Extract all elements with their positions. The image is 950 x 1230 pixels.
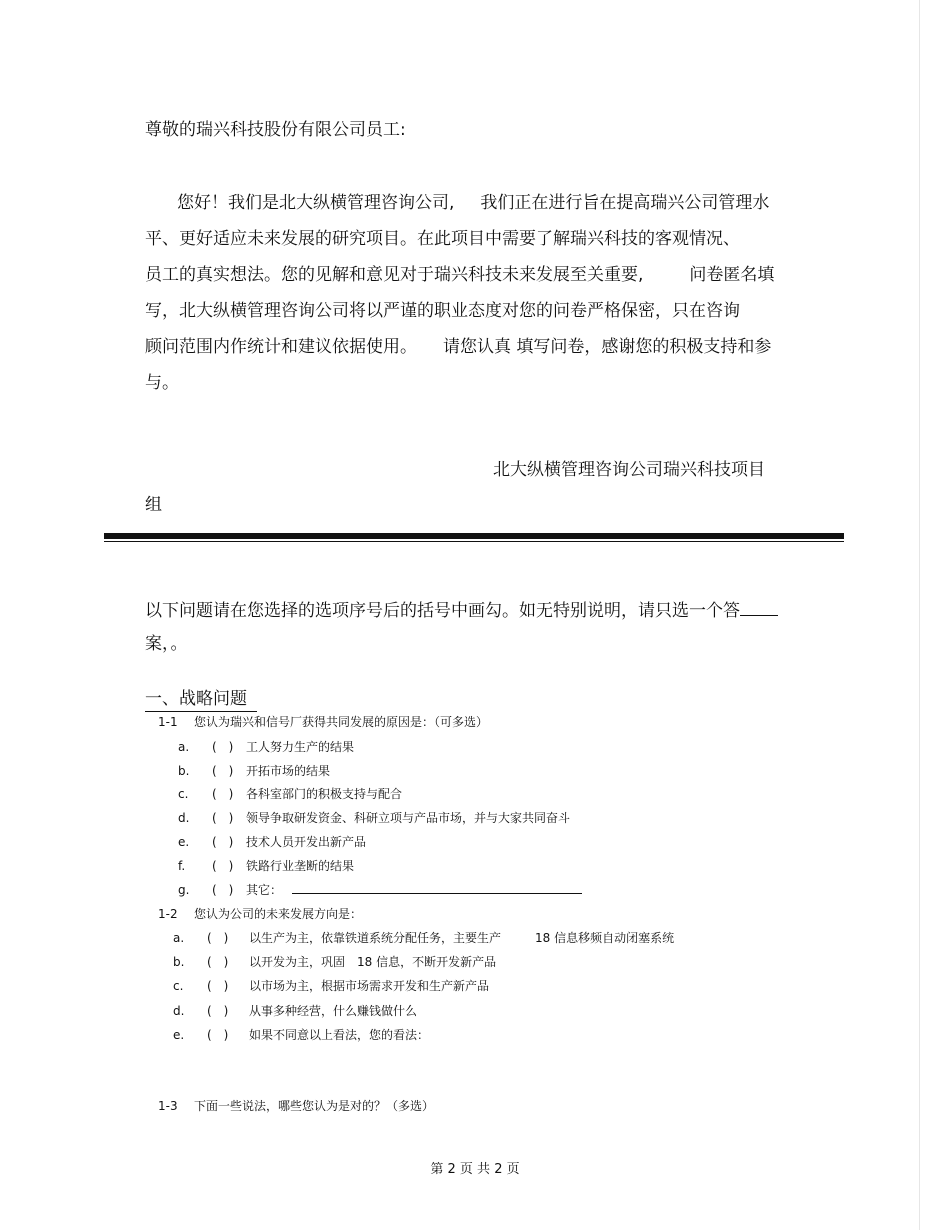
option-1-1-g[interactable]: g. ( ) 其它： [178, 881, 582, 898]
option-1-1-a[interactable]: a. ( ) 工人努力生产的结果 [178, 740, 355, 754]
intro-line-5: 顾问范围内作统计和建议依据使用。 请您认真 填写问卷，感谢您的积极支持和参 [145, 337, 772, 357]
option-1-1-c[interactable]: c. ( ) 各科室部门的积极支持与配合 [178, 787, 403, 801]
section-title: 一、战略问题 [145, 684, 247, 709]
checkbox[interactable]: ( ) [212, 811, 234, 825]
question-number: 1-3 [158, 1099, 178, 1113]
question-text: 您认为公司的未来发展方向是： [194, 907, 363, 921]
question-1-2 [158, 905, 362, 922]
salutation: 尊敬的瑞兴科技股份有限公司员工: [145, 120, 406, 140]
intro-line-1: 您好！我们是北大纵横管理咨询公司, 我们正在进行旨在提高瑞兴公司管理水 [177, 193, 770, 213]
intro-line-6: 与。 [145, 373, 179, 393]
option-1-1-f[interactable]: f. ( ) 铁路行业垄断的结果 [178, 859, 355, 873]
checkbox[interactable]: ( ) [207, 1028, 229, 1042]
signature-line-2: 组 [145, 495, 162, 515]
other-fill-line[interactable] [292, 881, 582, 894]
intro-line-2: 平、更好适应未来发展的研究项目。在此项目中需要了解瑞兴科技的客观情况、 [145, 229, 740, 249]
section-divider [104, 533, 844, 539]
checkbox[interactable]: ( ) [207, 931, 229, 945]
option-1-2-d[interactable]: d. ( ) 从事多种经营，什么赚钱做什么 [173, 1004, 418, 1018]
checkbox[interactable]: ( ) [212, 787, 234, 801]
option-1-2-b[interactable]: b. ( ) 以开发为主，巩固 18 信息，不断开发新产品 [173, 955, 497, 969]
checkbox[interactable]: ( ) [212, 883, 234, 897]
question-number: 1-2 [158, 907, 178, 921]
question-1-3 [158, 1097, 434, 1114]
question-text: 您认为瑞兴和信号厂获得共同发展的原因是：（可多选） [194, 715, 489, 729]
instruction-line-2: 案，。 [145, 634, 188, 654]
checkbox[interactable]: ( ) [207, 1004, 229, 1018]
intro-line-3: 员工的真实想法。您的见解和意见对于瑞兴科技未来发展至关重要, 问卷匿名填 [145, 265, 775, 285]
option-1-2-e[interactable]: e. ( ) 如果不同意以上看法，您的看法： [173, 1028, 430, 1042]
question-number: 1-1 [158, 715, 178, 729]
checkbox[interactable]: ( ) [212, 835, 234, 849]
checkbox[interactable]: ( ) [212, 859, 234, 873]
intro-line-4: 写，北大纵横管理咨询公司将以严谨的职业态度对您的问卷严格保密，只在咨询 [145, 301, 740, 321]
checkbox[interactable]: ( ) [207, 955, 229, 969]
option-1-1-b[interactable]: b. ( ) 开拓市场的结果 [178, 764, 331, 778]
question-text: 下面一些说法，哪些您认为是对的？（多选） [194, 1099, 435, 1113]
checkbox[interactable]: ( ) [207, 979, 229, 993]
checkbox[interactable]: ( ) [212, 740, 234, 754]
page-footer: 第 2 页 共 2 页 [430, 1162, 520, 1177]
instruction-line-1: 以下问题请在您选择的选项序号后的括号中画勾。如无特别说明，请只选一个答 [145, 596, 778, 621]
intro-paragraph [145, 185, 795, 401]
answer-blank[interactable] [740, 599, 778, 616]
option-1-2-a[interactable]: a. ( ) 以生产为主，依靠铁道系统分配任务，主要生产 18 信息移频自动闭塞系统 [173, 931, 675, 945]
option-1-2-c[interactable]: c. ( ) 以市场为主，根据市场需求开发和生产新产品 [173, 979, 490, 993]
section-divider-thin [104, 541, 844, 542]
page-edge [919, 0, 920, 1230]
option-1-1-d[interactable]: d. ( ) 领导争取研发资金、科研立项与产品市场，并与大家共同奋斗 [178, 811, 571, 825]
signature-line-1: 北大纵横管理咨询公司瑞兴科技项目 [493, 460, 765, 480]
question-1-1 [158, 713, 488, 730]
option-1-1-e[interactable]: e. ( ) 技术人员开发出新产品 [178, 835, 367, 849]
checkbox[interactable]: ( ) [212, 764, 234, 778]
